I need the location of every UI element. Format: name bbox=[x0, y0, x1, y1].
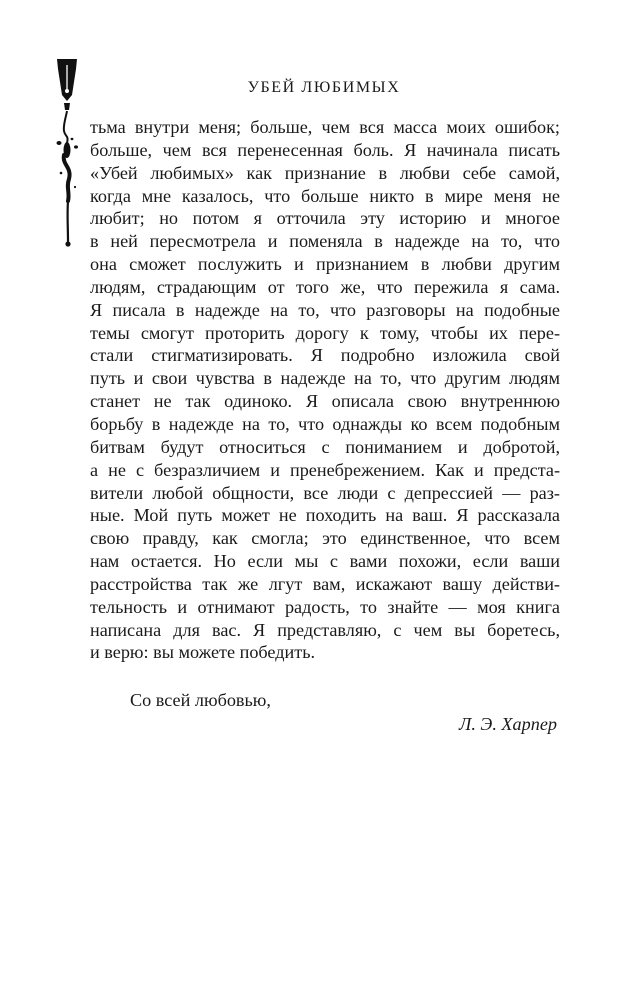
closing-salutation: Со всей любовью, bbox=[130, 690, 271, 710]
text-line: темы смогут проторить дорогу к тому, чтобы их пере- bbox=[90, 322, 560, 343]
text-line: и верю: вы можете победить. bbox=[90, 642, 316, 663]
text-line: расстройства так же лгут вам, искажают вашу действи- bbox=[90, 573, 560, 594]
text-line: борьбу в надежде на то, что однажды ко всем подобным bbox=[90, 413, 560, 434]
text-line: написана для вас. Я представляю, с чем вы боретесь, bbox=[90, 619, 560, 640]
body-text bbox=[90, 116, 560, 664]
running-header-title: УБЕЙ ЛЮБИМЫХ bbox=[247, 79, 401, 96]
text-line: свою правду, как смогла; это единственное, что всем bbox=[90, 528, 560, 549]
fountain-pen-nib-icon bbox=[42, 55, 92, 255]
text-line: Я писала в надежде на то, что разговоры на подобные bbox=[90, 299, 560, 320]
text-line: нам остается. Но если мы с вами похожи, если ваши bbox=[90, 551, 560, 572]
text-line: а не с безразличием и пренебрежением. Как и предста- bbox=[90, 459, 560, 480]
text-line: она сможет послужить и признанием в любви другим bbox=[90, 254, 560, 275]
text-line: когда мне казалось, что больше никто в мире меня не bbox=[90, 185, 560, 206]
text-line: людям, страдающим от того же, что пережила я сама. bbox=[90, 276, 560, 297]
text-line: ные. Мой путь может не походить на ваш. Я рассказала bbox=[90, 505, 560, 526]
text-line: станет не так одиноко. Я описала свою внутреннюю bbox=[90, 391, 560, 412]
text-line: «Убей любимых» как признание в любви себе самой, bbox=[90, 162, 560, 183]
text-line: тельность и отнимают радость, то знайте — моя книга bbox=[90, 596, 560, 617]
text-line: стали стигматизировать. Я подробно изложила свой bbox=[90, 345, 560, 366]
text-line: тьма внутри меня; больше, чем вся масса моих ошибок; bbox=[90, 117, 560, 137]
text-line: больше, чем вся перенесенная боль. Я начинала писать bbox=[90, 139, 560, 160]
author-signature: Л. Э. Харпер bbox=[459, 714, 557, 734]
text-line: путь и свои чувства в надежде на то, что другим людям bbox=[90, 368, 560, 389]
text-line: вители любой общности, все люди с депрессией — раз- bbox=[90, 482, 560, 503]
text-line: битвам будут относиться с пониманием и добротой, bbox=[90, 436, 560, 457]
text-line: в ней пересмотрела и поменяла в надежде на то, что bbox=[90, 231, 560, 252]
text-line: любит; но потом я отточила эту историю и многое bbox=[90, 208, 560, 229]
